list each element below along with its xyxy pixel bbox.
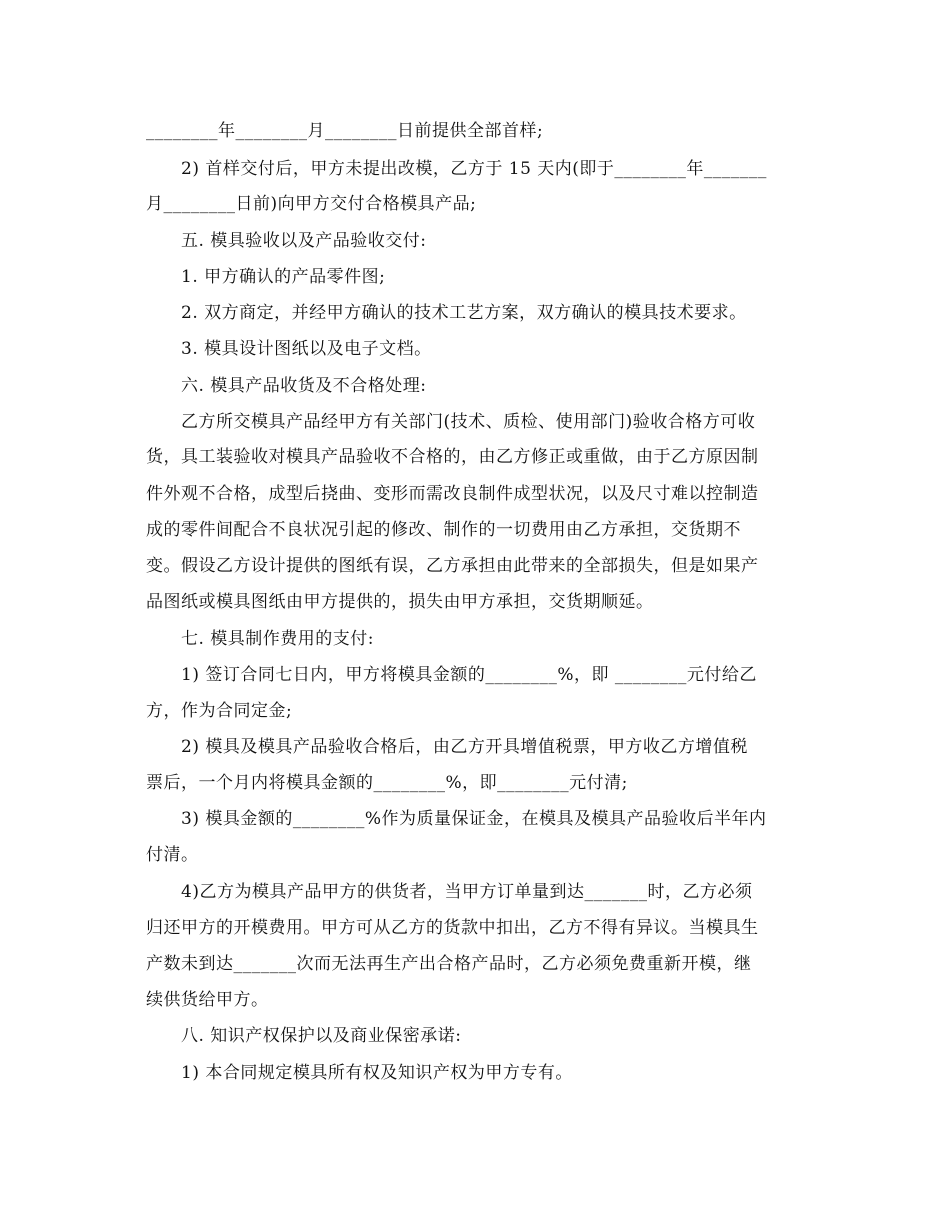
text-line: 归还甲方的开模费用。甲方可从乙方的货款中扣出，乙方不得有异议。当模具生 xyxy=(146,918,759,938)
section-heading: 五. 模具验收以及产品验收交付: xyxy=(181,231,427,251)
text-line: 产数未到达_______次而无法再生产出合格产品时，乙方必须免费重新开模，继 xyxy=(146,954,752,974)
text-line: 方，作为合同定金; xyxy=(146,701,293,721)
text-line: 票后，一个月内将模具金额的________%，即________元付清; xyxy=(146,773,628,793)
text-line: 变。假设乙方设计提供的图纸有误，乙方承担由此带来的全部损失，但是如果产 xyxy=(146,556,759,576)
text-line: 货，具工装验收对模具产品验收不合格的，由乙方修正或重做，由于乙方原因制 xyxy=(146,447,759,467)
text-line: 月________日前)向甲方交付合格模具产品; xyxy=(146,194,477,214)
text-line: 1) 本合同规定模具所有权及知识产权为甲方专有。 xyxy=(181,1063,573,1083)
section-heading: 六. 模具产品收货及不合格处理: xyxy=(181,376,427,396)
text-line: 3. 模具设计图纸以及电子文档。 xyxy=(181,339,432,359)
section-heading: 七. 模具制作费用的支付: xyxy=(181,629,375,649)
text-line: 续供货给甲方。 xyxy=(146,990,269,1010)
text-line: 件外观不合格，成型后挠曲、变形而需改良制件成型状况，以及尺寸难以控制造 xyxy=(146,484,759,504)
text-line: 成的零件间配合不良状况引起的修改、制作的一切费用由乙方承担，交货期不 xyxy=(146,520,741,540)
text-line: 2) 首样交付后，甲方未提出改模，乙方于 15 天内(即于________年_______ xyxy=(181,159,767,179)
text-line: 1. 甲方确认的产品零件图; xyxy=(181,267,386,287)
text-line: 4)乙方为模具产品甲方的供货者，当甲方订单量到达_______时，乙方必须 xyxy=(181,882,753,902)
text-line: 2) 模具及模具产品验收合格后，由乙方开具增值税票，甲方收乙方增值税 xyxy=(181,737,748,757)
text-line: 2. 双方商定，并经甲方确认的技术工艺方案，双方确认的模具技术要求。 xyxy=(181,303,747,323)
text-line: 付清。 xyxy=(146,845,199,865)
text-line: 乙方所交模具产品经甲方有关部门(技术、质检、使用部门)验收合格方可收 xyxy=(181,412,756,432)
text-line: 1) 签订合同七日内，甲方将模具金额的________%，即 ________元付给乙 xyxy=(181,665,757,685)
text-line: 品图纸或模具图纸由甲方提供的，损失由甲方承担，交货期顺延。 xyxy=(146,592,654,612)
text-line: 3) 模具金额的________%作为质量保证金，在模具及模具产品验收后半年内 xyxy=(181,809,767,829)
text-line: ________年________月________日前提供全部首样; xyxy=(146,121,544,141)
section-heading: 八. 知识产权保护以及商业保密承诺: xyxy=(181,1026,462,1046)
